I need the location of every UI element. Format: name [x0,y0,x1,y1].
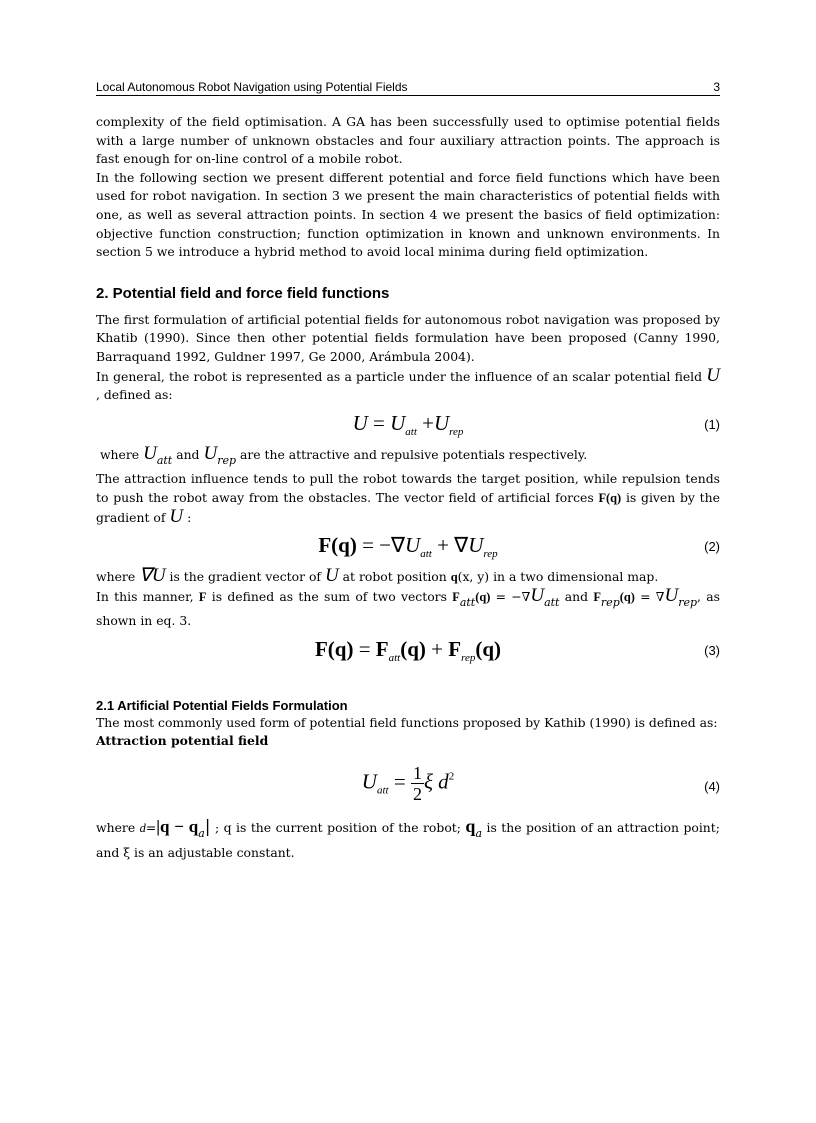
equation-1-number: (1) [704,416,720,432]
section-2-1-paragraph-1: The most commonly used form of potential field functions proposed by Kathib (1990) is defined as: [96,714,718,730]
running-title: Local Autonomous Robot Navigation using Potential Fields [96,80,408,94]
equation-2: $F(q) = -\nabla U_{att} + \nabla U_{rep}$ (2) [318,533,720,561]
section-2-paragraph-2: In general, the robot is represented as a particle under the influence of an scalar potential field U , defined as: [96,364,720,403]
equation-4: $U_{att}$ = $\frac{1}{2}$ ξ $d^2$ (4) [361,763,720,805]
equation-2-number: (2) [704,539,720,555]
section-2-heading: 2. Potential field and force field functions [96,284,390,302]
section-2-paragraph-5: where ∇U is the gradient vector of U at robot position q(x, y) in a two dimensional map. [96,565,659,587]
attraction-field-label: Attraction potential field [96,733,269,749]
section-2-1-heading: 2.1 Artificial Potential Fields Formulation [96,697,348,713]
intro-paragraph-1: complexity of the field optimisation. A GA has been successfully used to optimise potential fields with a large number of unknown obstacles and four auxiliary attraction points. The approach is fast enough for on-line control of a mobile robot. [96,114,720,167]
paper-page [96,80,720,862]
equation-1: $U = U_{att} +U_{rep}$ (1) [352,410,720,438]
section-2-paragraph-1: The first formulation of artificial potential fields for autonomous robot navigation was proposed by Khatib (1990). Since then other potential fields formulation have been proposed (Canny 1990, Barraquand 1992, Guldner 1997, Ge 2000, Arámbula 2004). [96,311,720,364]
section-2-paragraph-4: The attraction influence tends to pull the robot towards the target position, while repulsion tends to push the robot away from the obstacles. The vector field of artificial forces F(q) is given by the gradient of U : [96,471,720,527]
equation-3-number: (3) [704,642,720,658]
page-number: 3 [713,80,720,94]
equation-4-number: (4) [704,779,720,795]
running-header [96,80,720,96]
intro-paragraph-2: In the following section we present different potential and force field functions which have been used for robot navigation. In section 3 we present the main characteristics of potential fields with one, as well as several attraction points. In section 4 we present the basics of field optimization: objective function construction; function optimization in known and unknown environments. In section 5 we introduce a hybrid method to avoid local minima during field optimization. [96,169,720,260]
equation-3: $F(q) = F_{att}(q) + F_{rep}(q)$ (3) [314,636,720,664]
section-2-1-paragraph-2: where d=|q − qa| ; q is the current position of the robot; qa is the position of an attraction point; and ξ is an adjustable constant. [96,816,720,860]
section-2-paragraph-3: where Uatt and Urep are the attractive and repulsive potentials respectively. [99,442,588,467]
section-2-paragraph-6: In this manner, F is defined as the sum of two vectors Fatt(q) = −∇Uatt and Frep(q) = ∇Urep, as shown in eq. 3. [96,584,720,629]
